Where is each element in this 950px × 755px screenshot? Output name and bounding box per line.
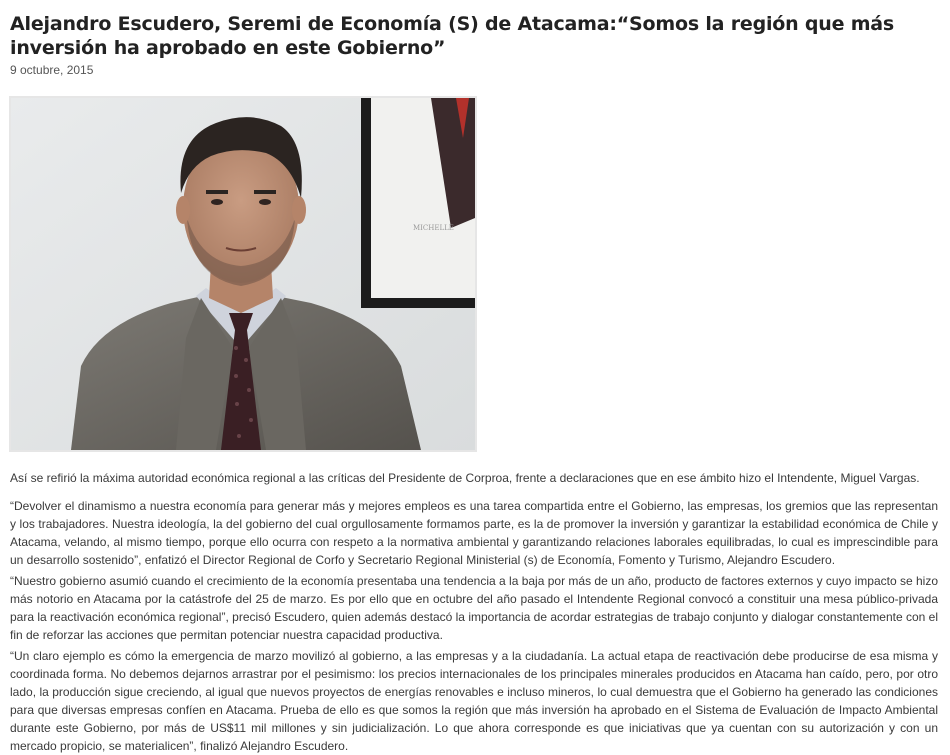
paragraph: “Un claro ejemplo es cómo la emergencia de marzo movilizó al gobierno, a las empresas y a la ciudadanía. La actual etapa de reactivación debe producirse de esa misma y coordinada forma. No debemos dejarnos arrastrar por el pesimismo: los precios internacionales de los principales minerales producidos en Atacama han caído, pero, por otro lado, la producción sigue creciendo, al igual que nuevos proyectos de energías renovables e incluso mineros, lo cual demuestra que el Gobierno ha generado las condiciones para que diversas empresas confíen en Atacama. Prueba de ello es que somos la región que más inversión ha aprobado en el Sistema de Evaluación de Impacto Ambiental durante este Gobierno, por más de US$11 mil millones y sin judicialización. Lo que ahora corresponde es que iniciativas que ya cuentan con su autorización y con un mercado propicio, se materialicen”, finalizó Alejandro Escudero.: [10, 649, 938, 753]
paragraph: “Devolver el dinamismo a nuestra economía para generar más y mejores empleos es una tarea compartida entre el Gobierno, las empresas, los gremios que las representan y los trabajadores. Nuestra ideología, la del gobierno del cual orgullosamente formamos parte, es la de promover la inversión y garantizar la estabilidad económica de Chile y Atacama, velando, al mismo tiempo, porque ello ocurra con respeto a la normativa ambiental y garantizando relaciones laborales equilibradas, lo cual es imprescindible para un desarrollo sostenido”, enfatizó el Director Regional de Corfo y Secretario Regional Ministerial (s) de Economía, Fomento y Turismo, Alejandro Escudero.: [10, 499, 938, 567]
frame-label: MICHELLE: [413, 224, 454, 232]
paragraph: Así se refirió la máxima autoridad económica regional a las críticas del Presidente de Corproa, frente a declaraciones que en ese ámbito hizo el Intendente, Miguel Vargas.: [10, 471, 920, 485]
article-title: Alejandro Escudero, Seremi de Economía (S) de Atacama:“Somos la región que más inversión ha aprobado en este Gobierno”: [10, 13, 895, 59]
portrait-photo-icon: [11, 98, 475, 450]
article-photo: [9, 96, 477, 452]
article-date: 9 octubre, 2015: [10, 63, 94, 77]
paragraph: “Nuestro gobierno asumió cuando el crecimiento de la economía presentaba una tendencia a la baja por más de un año, producto de factores externos y cuyo impacto se hizo más notorio en Atacama por la catástrofe del 25 de marzo. Es por ello que en octubre del año pasado el Intendente Regional convocó a constituir una mesa público-privada para la reactivación económica regional”, precisó Escudero, quien además destacó la importancia de acordar estrategias de trabajo conjunto y dialogar constantemente con el fin de reforzar las acciones que permitan potenciar nuestra capacidad productiva.: [10, 574, 938, 642]
